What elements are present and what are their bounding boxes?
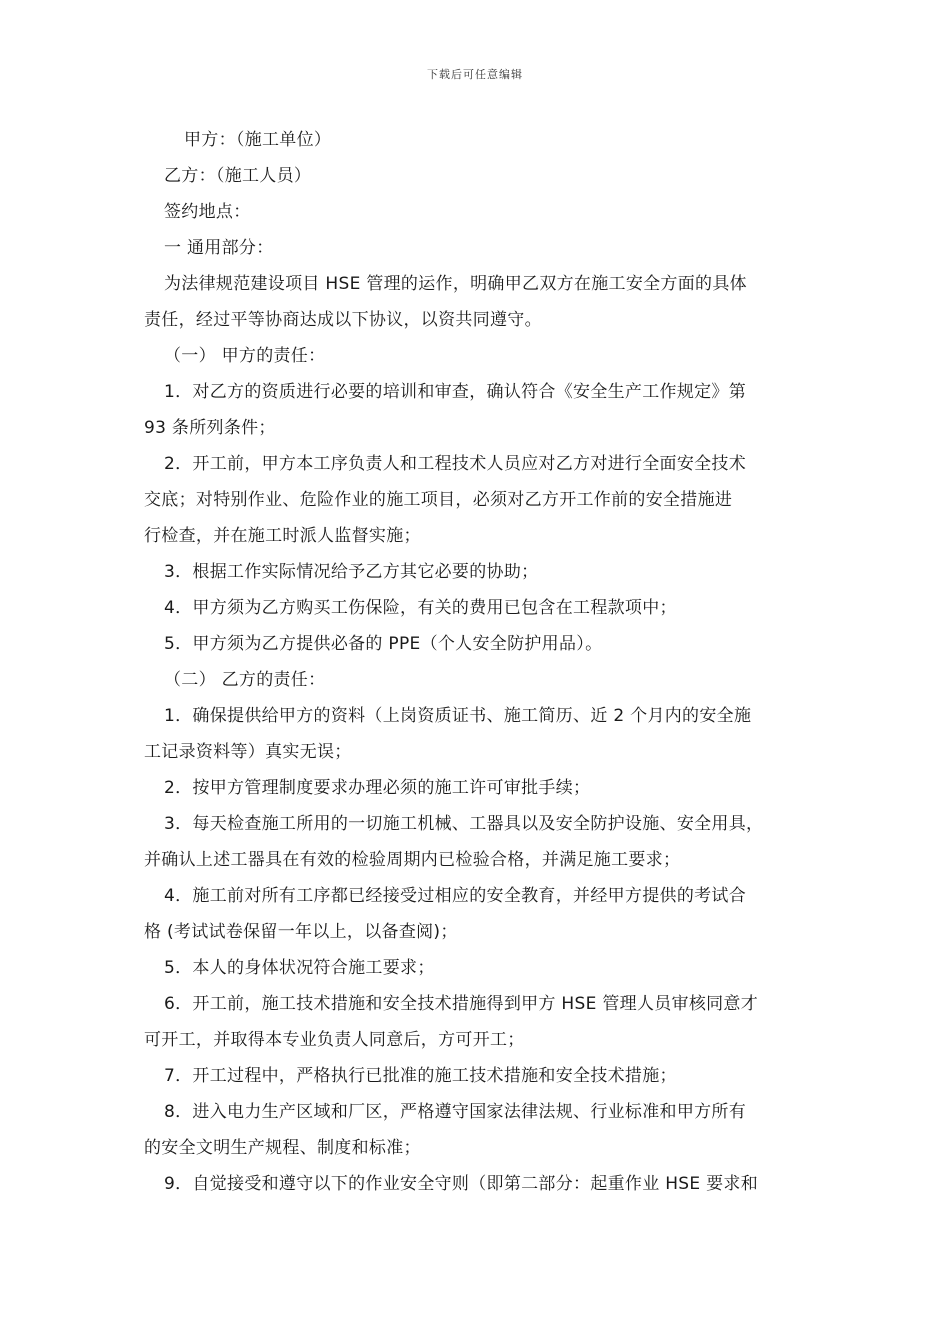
section-heading-general: 一 通用部分：: [164, 238, 274, 258]
clause-line: 交底；对特别作业、危险作业的施工项目，必须对乙方开工作前的安全措施进: [144, 490, 733, 510]
subsection-heading-party-a: （一） 甲方的责任：: [164, 346, 326, 366]
clause-line: 2．按甲方管理制度要求办理必须的施工许可审批手续；: [164, 778, 591, 798]
signing-place-line: 签约地点：: [164, 202, 251, 222]
clause-line: 的安全文明生产规程、制度和标准；: [144, 1138, 421, 1158]
clause-line: 93 条所列条件；: [144, 418, 276, 438]
party-a-line: 甲方：（施工单位）: [184, 130, 332, 150]
clause-line: 1．对乙方的资质进行必要的培训和审查，确认符合《安全生产工作规定》第: [164, 382, 747, 402]
clause-line: 1．确保提供给甲方的资料（上岗资质证书、施工简历、近 2 个月内的安全施: [164, 706, 752, 726]
clause-line: 可开工，并取得本专业负责人同意后，方可开工；: [144, 1030, 525, 1050]
clause-line: 9．自觉接受和遵守以下的作业安全守则（即第二部分：起重作业 HSE 要求和: [164, 1174, 759, 1194]
clause-line: 8．进入电力生产区域和厂区，严格遵守国家法律法规、行业标准和甲方所有: [164, 1102, 747, 1122]
page-header-note: 下载后可任意编辑: [427, 68, 523, 81]
clause-line: 4．甲方须为乙方购买工伤保险，有关的费用已包含在工程款项中；: [164, 598, 677, 618]
clause-line: 行检查，并在施工时派人监督实施；: [144, 526, 421, 546]
clause-line: 2．开工前，甲方本工序负责人和工程技术人员应对乙方对进行全面安全技术: [164, 454, 747, 474]
paragraph-line: 责任，经过平等协商达成以下协议，以资共同遵守。: [144, 310, 542, 330]
clause-line: 5．甲方须为乙方提供必备的 PPE（个人安全防护用品）。: [164, 634, 603, 654]
clause-line: 7．开工过程中，严格执行已批准的施工技术措施和安全技术措施；: [164, 1066, 677, 1086]
clause-line: 4．施工前对所有工序都已经接受过相应的安全教育，并经甲方提供的考试合: [164, 886, 747, 906]
document-body: [144, 122, 824, 1202]
clause-line: 并确认上述工器具在有效的检验周期内已检验合格，并满足施工要求；: [144, 850, 681, 870]
clause-line: 格 (考试试卷保留一年以上，以备查阅)；: [144, 922, 458, 942]
subsection-heading-party-b: （二） 乙方的责任：: [164, 670, 326, 690]
party-b-line: 乙方：（施工人员）: [164, 166, 312, 186]
clause-line: 6．开工前，施工技术措施和安全技术措施得到甲方 HSE 管理人员审核同意才: [164, 994, 759, 1014]
clause-line: 工记录资料等）真实无误；: [144, 742, 352, 762]
paragraph-line: 为法律规范建设项目 HSE 管理的运作，明确甲乙双方在施工安全方面的具体: [164, 274, 747, 294]
clause-line: 3．每天检查施工所用的一切施工机械、工器具以及安全防护设施、安全用具，: [164, 814, 764, 834]
clause-line: 3．根据工作实际情况给予乙方其它必要的协助；: [164, 562, 539, 582]
clause-line: 5．本人的身体状况符合施工要求；: [164, 958, 435, 978]
